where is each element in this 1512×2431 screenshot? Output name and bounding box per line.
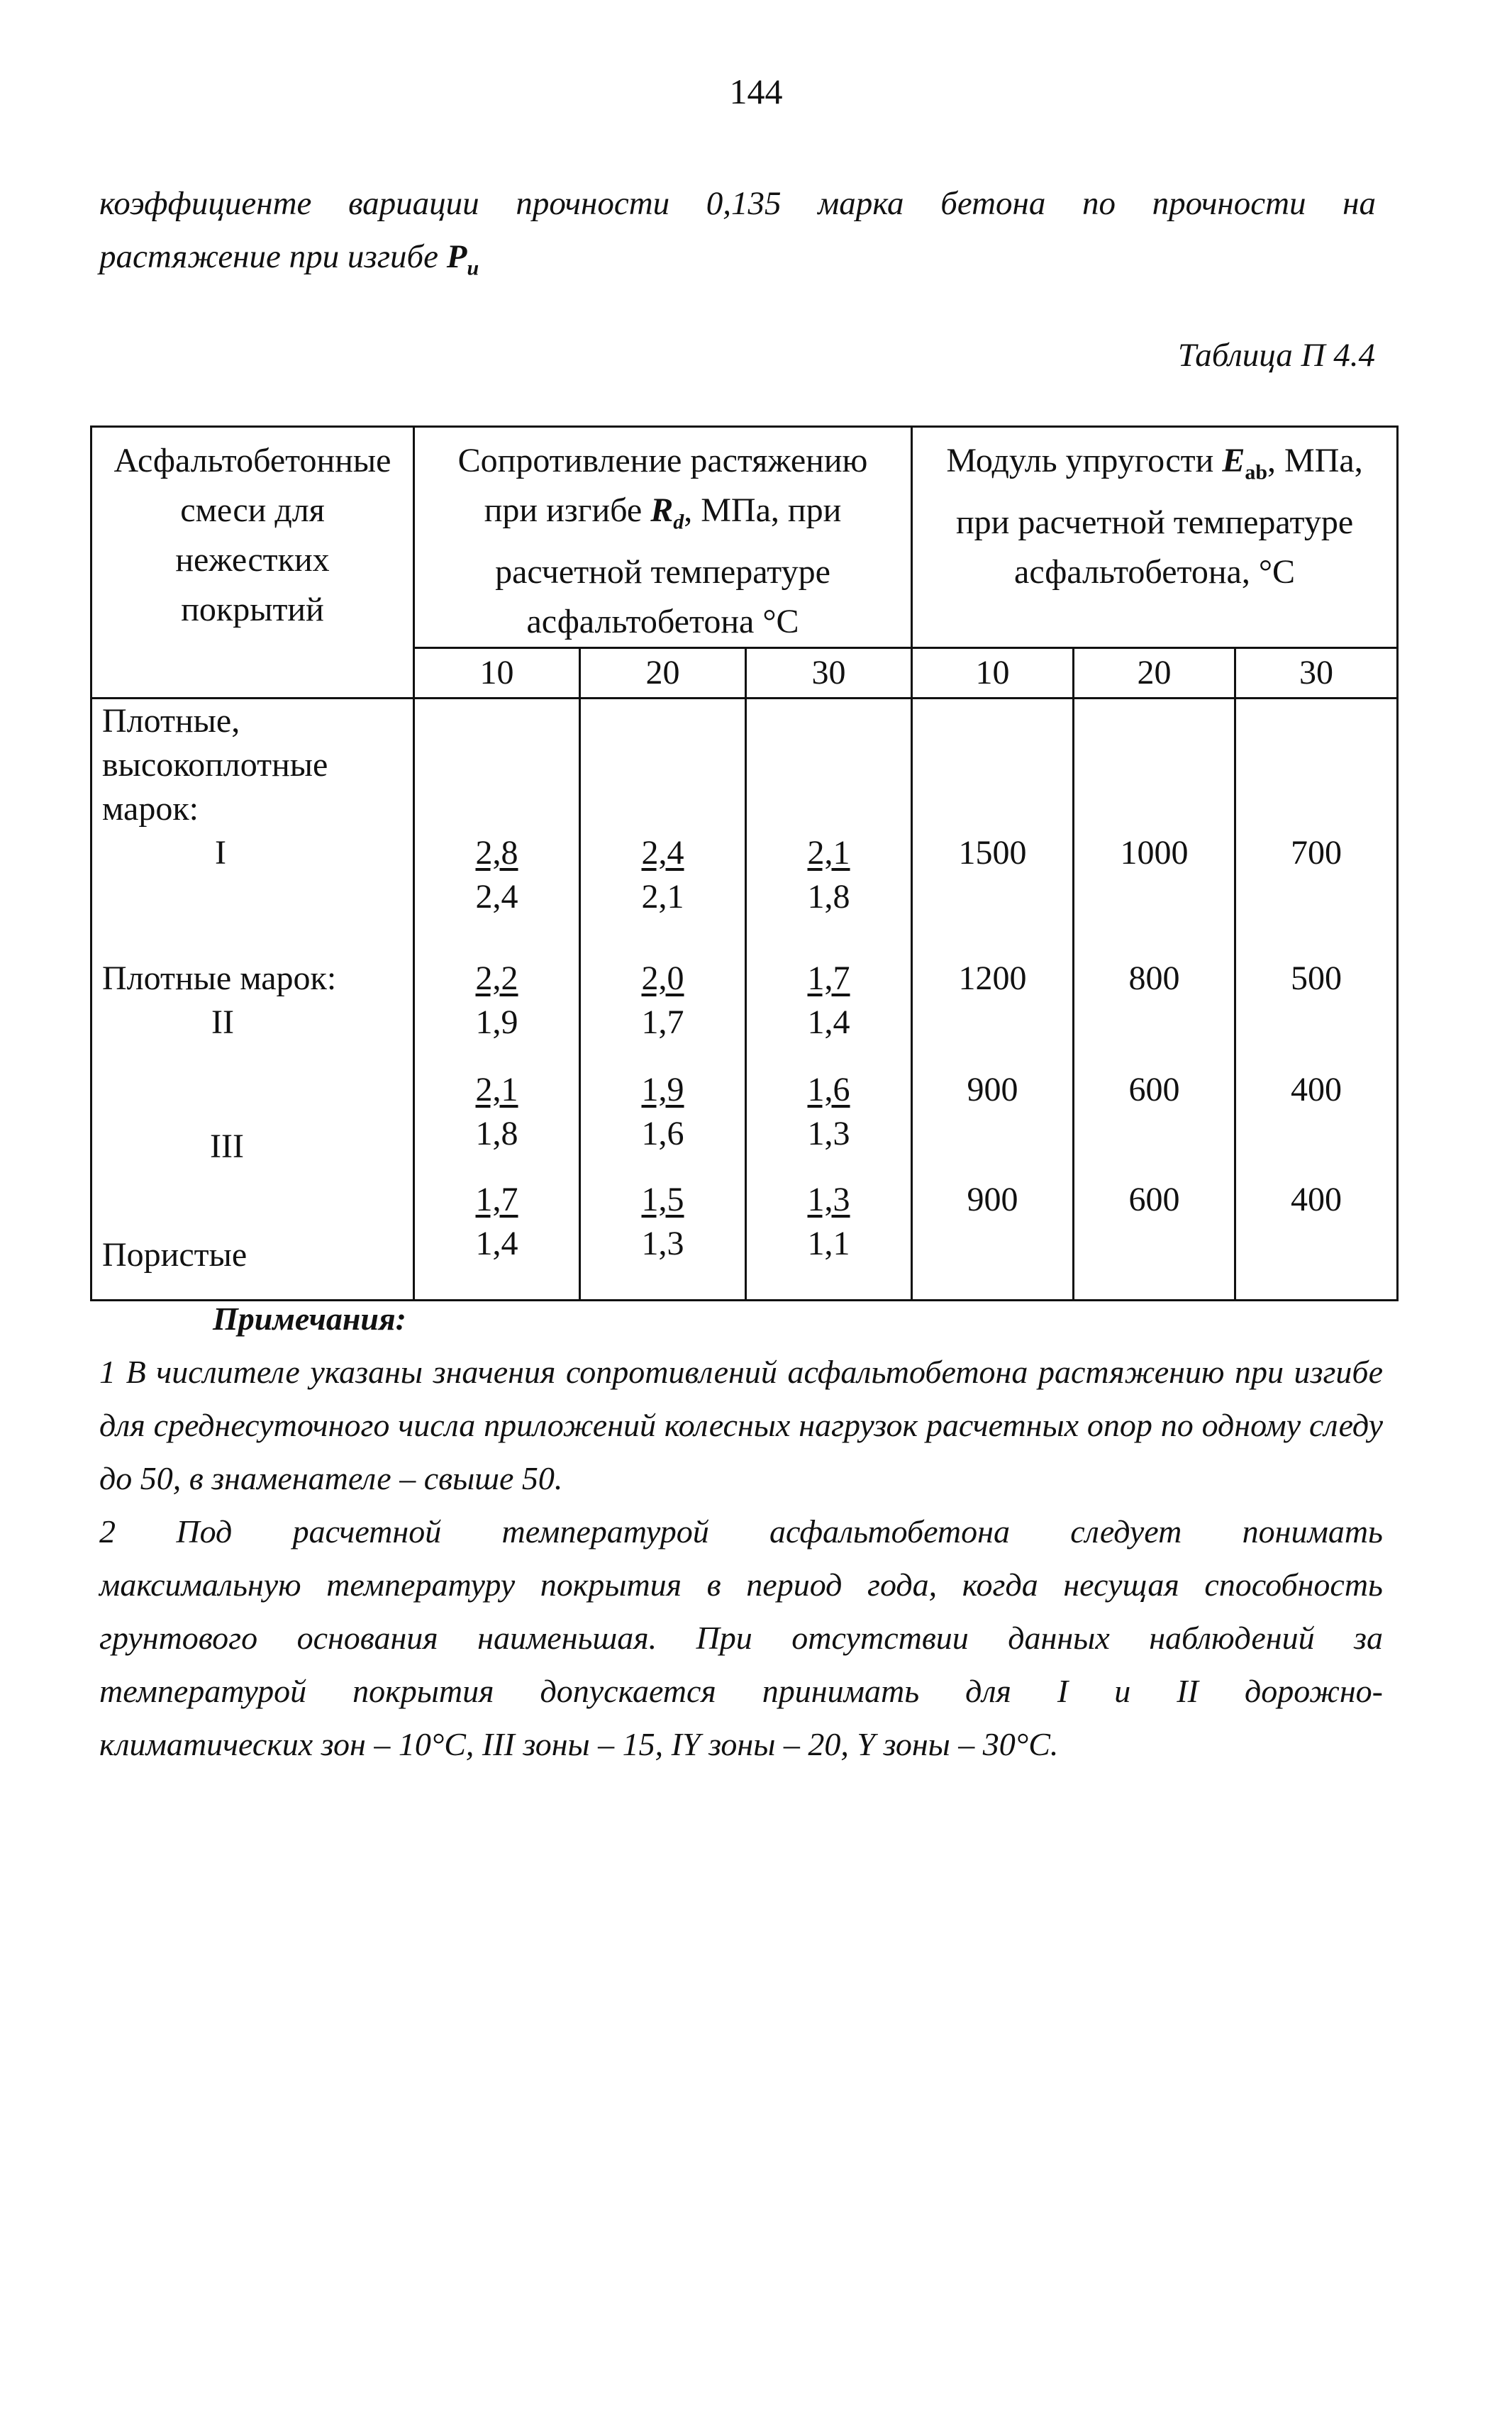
header-tensile-resistance bbox=[414, 427, 912, 648]
note-2-line: 2 Под расчетной температурой асфальтобетона следует понимать bbox=[99, 1513, 1383, 1550]
e-value: 1200 bbox=[958, 959, 1027, 997]
rd-value: $\frac{1,3}{1,1}$ bbox=[807, 1180, 850, 1262]
rd-value: $\frac{2,4}{2,1}$ bbox=[641, 833, 684, 916]
header-e-sub: ab bbox=[1245, 460, 1268, 484]
e-cell-10 bbox=[912, 698, 1074, 1300]
rd-value: $\frac{2,2}{1,9}$ bbox=[475, 959, 518, 1041]
intro-symbol-sub: u bbox=[467, 256, 479, 280]
e-cell-20 bbox=[1074, 698, 1235, 1300]
note-2 bbox=[99, 1505, 1383, 1771]
header-rd-symbol: R bbox=[650, 491, 674, 529]
intro-symbol bbox=[446, 238, 479, 280]
rd-value: $\frac{2,1}{1,8}$ bbox=[475, 1070, 518, 1152]
rd-cell-10 bbox=[414, 698, 580, 1300]
header-e-line-3: асфальтобетона, °С bbox=[1014, 552, 1296, 591]
mix-labels-cell bbox=[91, 698, 414, 1300]
intro-paragraph bbox=[99, 177, 1376, 294]
e-value: 700 bbox=[1291, 833, 1343, 872]
header-elastic-modulus bbox=[912, 427, 1398, 648]
note-2-line: максимальную температуру покрытия в период года, когда несущая способность bbox=[99, 1567, 1383, 1603]
header-rd-line-4: асфальтобетона °С bbox=[526, 602, 799, 640]
note-1: 1 В числителе указаны значения сопротивлений асфальтобетона растяжению при изгибе для среднесуточного числа приложений колесных нагрузок расчетных опор по одному следу до 50, в знаменателе – свыше 50. bbox=[99, 1354, 1383, 1496]
e-cell-30 bbox=[1235, 698, 1398, 1300]
header-e-symbol: E bbox=[1222, 442, 1245, 479]
header-mix-line-2: смеси для bbox=[180, 491, 325, 529]
e-value: 900 bbox=[967, 1180, 1018, 1218]
e-value: 800 bbox=[1128, 959, 1180, 997]
note-2-line: грунтового основания наименьшая. При отсутствии данных наблюдений за bbox=[99, 1620, 1383, 1656]
rd-value: $\frac{2,1}{1,8}$ bbox=[807, 833, 850, 916]
e-value: 600 bbox=[1128, 1070, 1180, 1108]
intro-symbol-letter: P bbox=[446, 238, 467, 275]
rd-value: $\frac{1,5}{1,3}$ bbox=[641, 1180, 684, 1262]
header-rd-post: , МПа, при bbox=[684, 491, 842, 529]
header-rd-sub: d bbox=[673, 510, 684, 534]
header-mix-line-3: нежестких bbox=[175, 541, 330, 579]
notes-section bbox=[99, 1292, 1383, 1771]
table-caption: Таблица П 4.4 bbox=[1177, 337, 1375, 374]
rd-value: $\frac{1,9}{1,6}$ bbox=[641, 1070, 684, 1152]
group-porous: Пористые bbox=[102, 1235, 248, 1274]
rd-value: $\frac{1,7}{1,4}$ bbox=[475, 1180, 518, 1262]
header-e-line-1 bbox=[913, 436, 1396, 498]
header-rd-line-1: Сопротивление растяжению bbox=[457, 442, 868, 479]
header-mix-type bbox=[91, 427, 414, 699]
e-value: 1500 bbox=[958, 833, 1027, 872]
rd-value: $\frac{2,8}{2,4}$ bbox=[475, 833, 518, 916]
temp-header: 30 bbox=[746, 647, 912, 698]
group-dense-line-2: высокоплотные bbox=[102, 745, 328, 784]
notes-title: Примечания: bbox=[213, 1301, 406, 1337]
intro-line-2-text: растяжение при изгибе bbox=[99, 238, 447, 275]
header-rd-pre: при изгибе bbox=[484, 491, 651, 529]
header-e-pre: Модуль упругости bbox=[946, 442, 1223, 479]
group-dense-grades: Плотные марок: bbox=[102, 959, 337, 997]
e-value: 900 bbox=[967, 1070, 1018, 1108]
note-2-line: температурой покрытия допускается принимать для I и II дорожно- bbox=[99, 1673, 1383, 1709]
group-dense-line-3: марок: bbox=[102, 789, 199, 828]
page-number: 144 bbox=[729, 72, 783, 111]
temp-header: 20 bbox=[1074, 647, 1235, 698]
header-rd-line-3: расчетной температуре bbox=[495, 552, 830, 591]
grade-label: II bbox=[211, 1003, 234, 1041]
temp-header: 20 bbox=[580, 647, 746, 698]
e-value: 400 bbox=[1291, 1070, 1343, 1108]
data-table bbox=[90, 425, 1399, 1301]
intro-line-1: коэффициенте вариации прочности 0,135 марка бетона по прочности на bbox=[99, 185, 1376, 222]
temp-header: 30 bbox=[1235, 647, 1398, 698]
intro-line-2 bbox=[99, 238, 479, 280]
grade-label: I bbox=[215, 833, 226, 872]
rd-value: $\frac{2,0}{1,7}$ bbox=[641, 959, 684, 1041]
rd-cell-30 bbox=[746, 698, 912, 1300]
note-2-last-line: климатических зон – 10°С, III зоны – 15, IY зоны – 20, Y зоны – 30°С. bbox=[99, 1726, 1059, 1762]
e-value: 600 bbox=[1128, 1180, 1180, 1218]
temp-header: 10 bbox=[414, 647, 580, 698]
temp-header: 10 bbox=[912, 647, 1074, 698]
header-rd-line-2 bbox=[415, 486, 911, 547]
header-mix-line-4: покрытий bbox=[181, 591, 324, 628]
e-value: 400 bbox=[1291, 1180, 1343, 1218]
group-dense-line-1: Плотные, bbox=[102, 701, 240, 740]
rd-value: $\frac{1,6}{1,3}$ bbox=[807, 1070, 850, 1152]
header-e-line-2: при расчетной температуре bbox=[955, 503, 1354, 541]
rd-value: $\frac{1,7}{1,4}$ bbox=[807, 959, 850, 1041]
rd-cell-20 bbox=[580, 698, 746, 1300]
header-mix-line-1: Асфальтобетонные bbox=[113, 442, 391, 479]
grade-label: III bbox=[210, 1127, 244, 1165]
e-value: 1000 bbox=[1120, 833, 1189, 872]
header-e-post: , МПа, bbox=[1267, 442, 1363, 479]
e-value: 500 bbox=[1291, 959, 1343, 997]
